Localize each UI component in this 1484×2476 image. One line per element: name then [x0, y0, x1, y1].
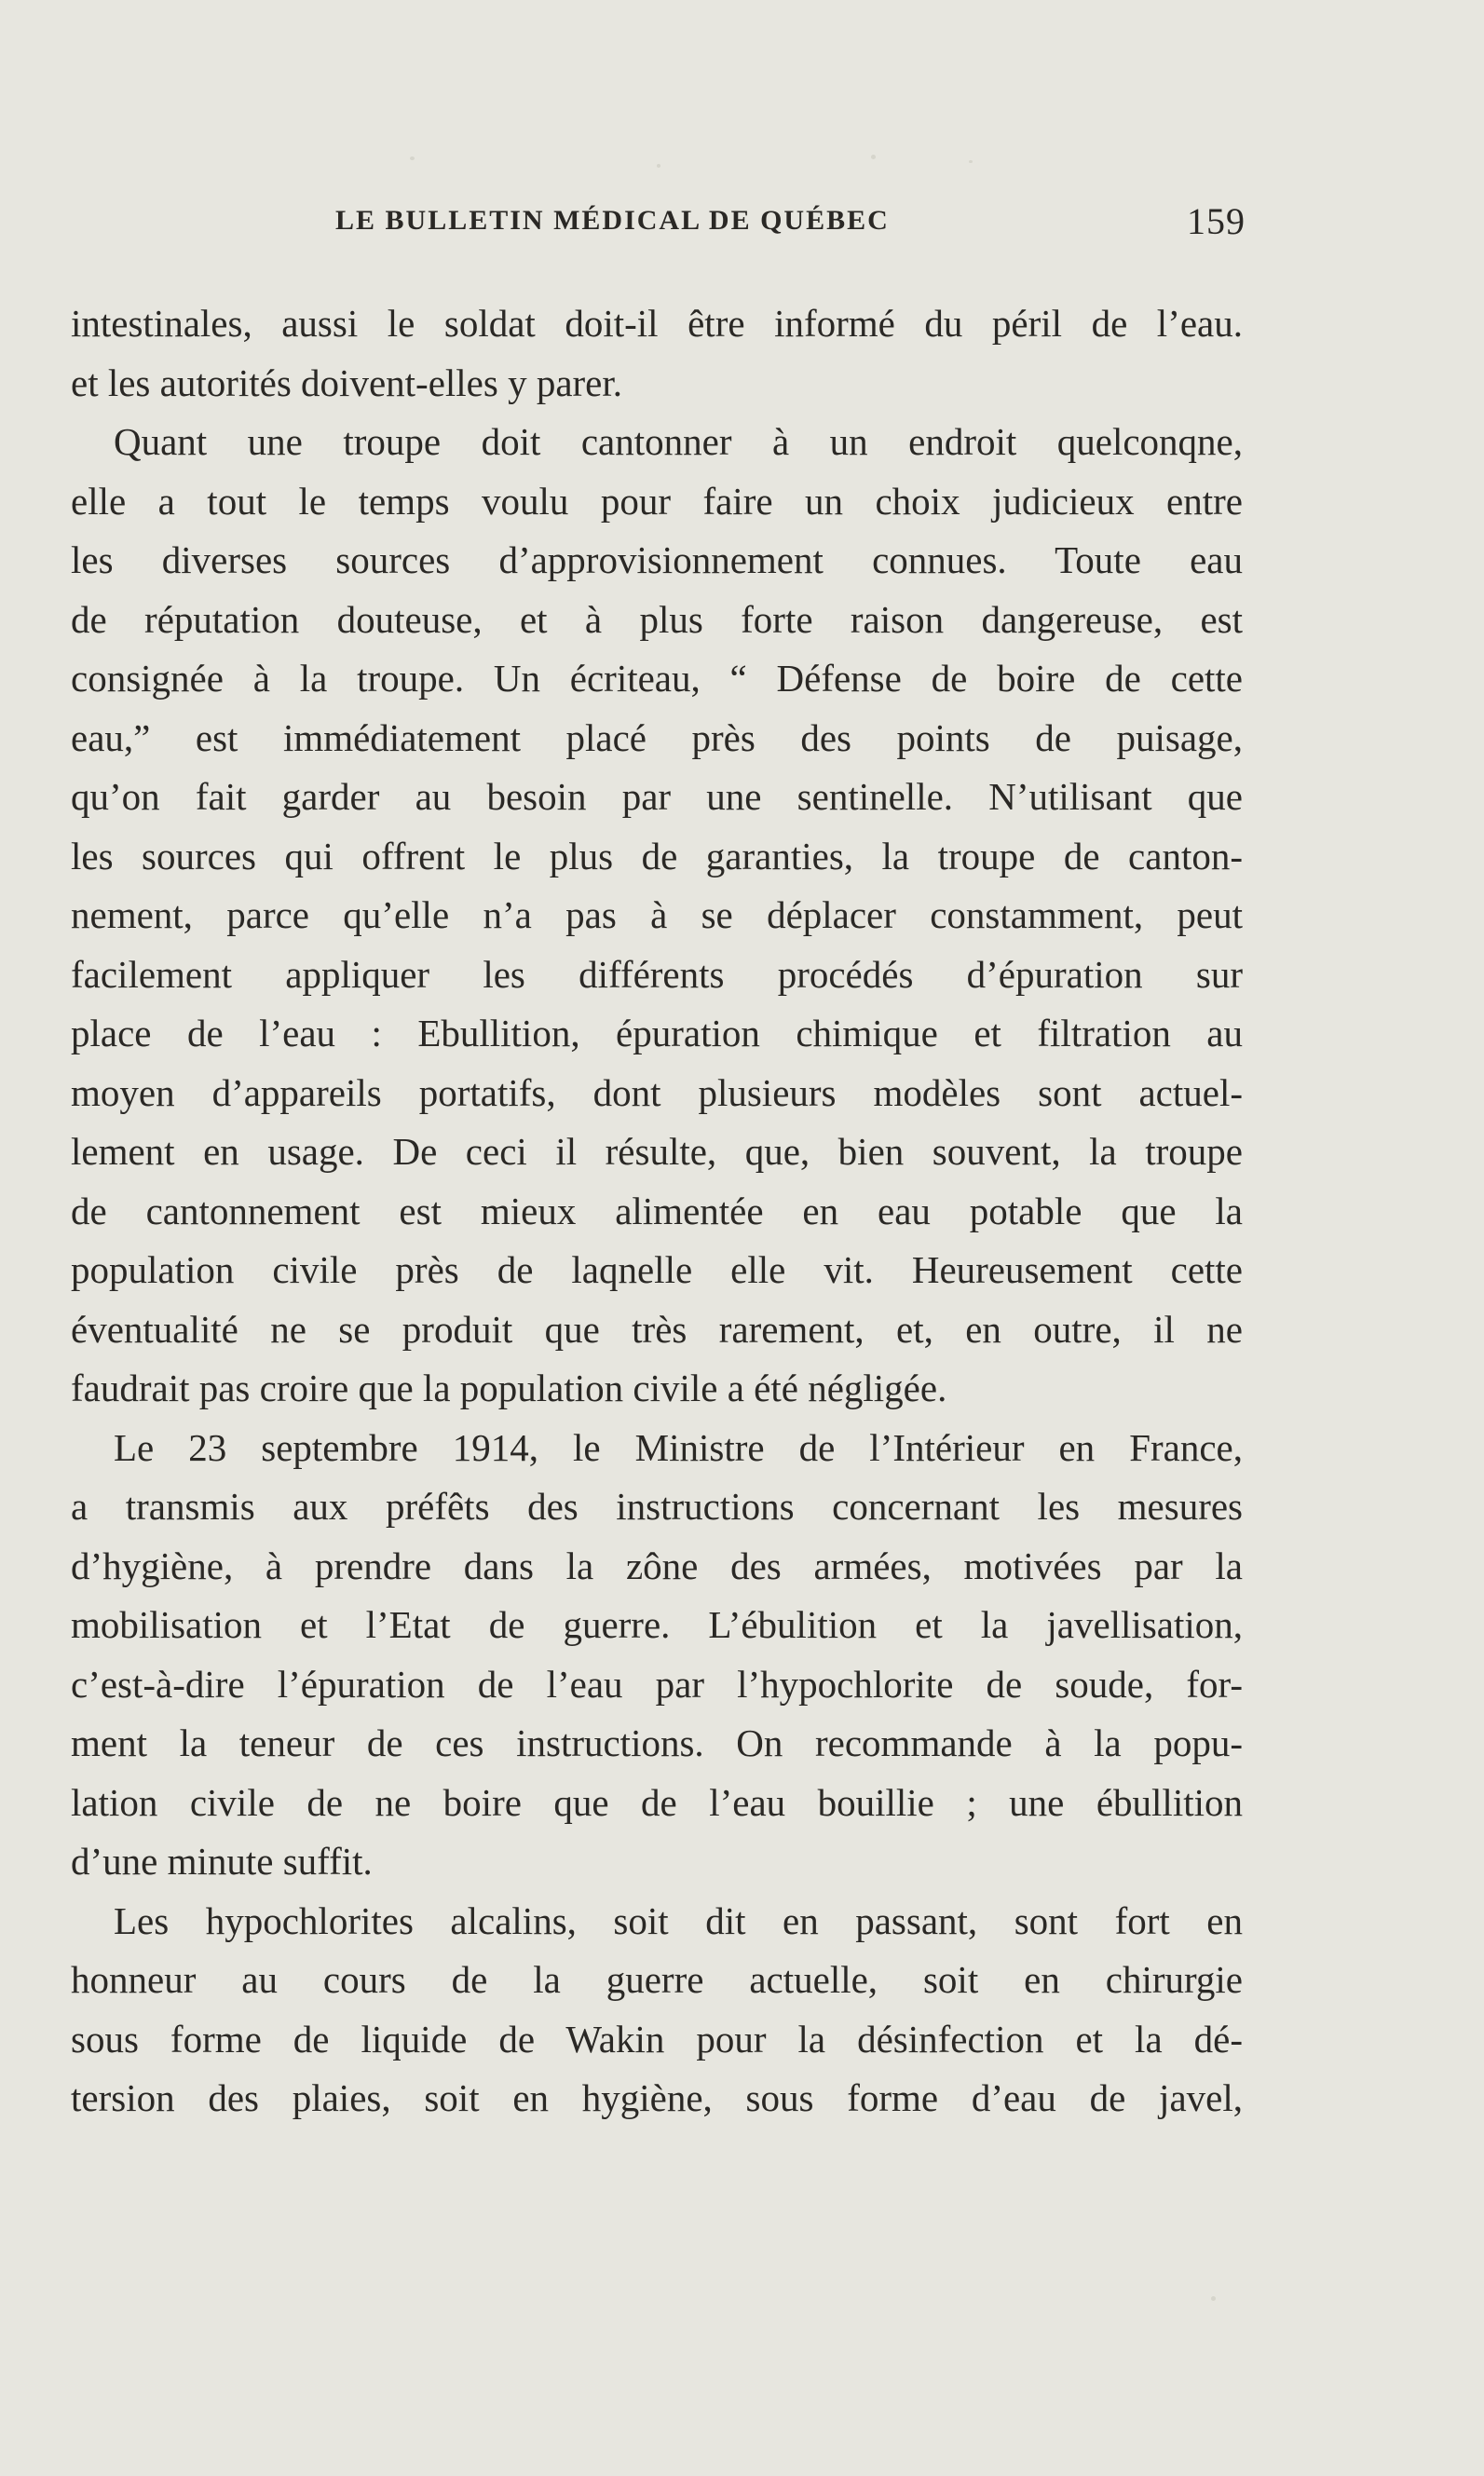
text-line: Quant une troupe doit cantonner à un endroit quelconqne, [114, 420, 1243, 463]
text-line: lement en usage. De ceci il résulte, que, bien souvent, la troupe [71, 1130, 1243, 1173]
body-text [71, 294, 1243, 2129]
running-title: LE BULLETIN MÉDICAL DE QUÉBEC [335, 205, 890, 236]
paper-speck [1211, 2296, 1216, 2301]
text-line: d’hygiène, à prendre dans la zône des armées, motivées par la [71, 1544, 1243, 1587]
text-line: lation civile de ne boire que de l’eau bouillie ; une ébullition [71, 1780, 1243, 1824]
page-number: 159 [1187, 200, 1246, 242]
text-line: facilement appliquer les différents procédés d’épuration sur [71, 952, 1243, 996]
paper-speck [657, 164, 660, 168]
text-line: ment la teneur de ces instructions. On recommande à la popu- [71, 1721, 1243, 1764]
page-header [71, 197, 1246, 253]
text-line: les sources qui offrent le plus de garanties, la troupe de canton- [71, 834, 1243, 877]
text-line: moyen d’appareils portatifs, dont plusieurs modèles sont actuel- [71, 1070, 1243, 1114]
text-line: Le 23 septembre 1914, le Ministre de l’Intérieur en France, [114, 1425, 1243, 1469]
text-line: et les autorités doivent-elles y parer. [71, 361, 623, 404]
text-line: mobilisation et l’Etat de guerre. L’ébulition et la javellisation, [71, 1603, 1243, 1646]
paragraph [71, 413, 1243, 1419]
text-line: elle a tout le temps voulu pour faire un choix judicieux entre [71, 479, 1243, 523]
paper-speck [871, 155, 876, 159]
text-line: tersion des plaies, soit en hygiène, sous forme d’eau de javel, [71, 2076, 1243, 2119]
text-line: de cantonnement est mieux alimentée en eau potable que la [71, 1189, 1243, 1232]
paragraph [71, 1892, 1243, 2129]
text-line: sous forme de liquide de Wakin pour la désinfection et la dé- [71, 2017, 1243, 2061]
text-line: éventualité ne se produit que très rarement, et, en outre, il ne [71, 1307, 1243, 1351]
text-line: nement, parce qu’elle n’a pas à se déplacer constamment, peut [71, 893, 1243, 936]
text-line: Les hypochlorites alcalins, soit dit en passant, sont fort en [114, 1898, 1243, 1942]
text-line: a transmis aux préfêts des instructions concernant les mesures [71, 1485, 1243, 1528]
paper-speck [969, 160, 973, 163]
text-line: place de l’eau : Ebullition, épuration chimique et filtration au [71, 1012, 1243, 1054]
paragraph [71, 1419, 1243, 1892]
paper-speck [410, 156, 415, 160]
text-line: eau,” est immédiatement placé près des points de puisage, [71, 715, 1243, 759]
text-line: intestinales, aussi le soldat doit-il être informé du péril de l’eau. [71, 302, 1243, 345]
paragraph [71, 294, 1243, 413]
text-line: d’une minute suffit. [71, 1840, 373, 1883]
text-line: population civile près de laqnelle elle vit. Heureusement cette [71, 1248, 1243, 1291]
text-line: consignée à la troupe. Un écriteau, “ Défense de boire de cette [71, 657, 1243, 700]
text-line: c’est-à-dire l’épuration de l’eau par l’hypochlorite de soude, for- [71, 1662, 1243, 1706]
text-line: de réputation douteuse, et à plus forte raison dangereuse, est [71, 597, 1243, 641]
text-line: qu’on fait garder au besoin par une sentinelle. N’utilisant que [71, 775, 1243, 818]
text-line: faudrait pas croire que la population civile a été négligée. [71, 1367, 947, 1409]
text-line: les diverses sources d’approvisionnement connues. Toute eau [71, 538, 1243, 581]
text-line: honneur au cours de la guerre actuelle, soit en chirurgie [71, 1958, 1243, 2001]
